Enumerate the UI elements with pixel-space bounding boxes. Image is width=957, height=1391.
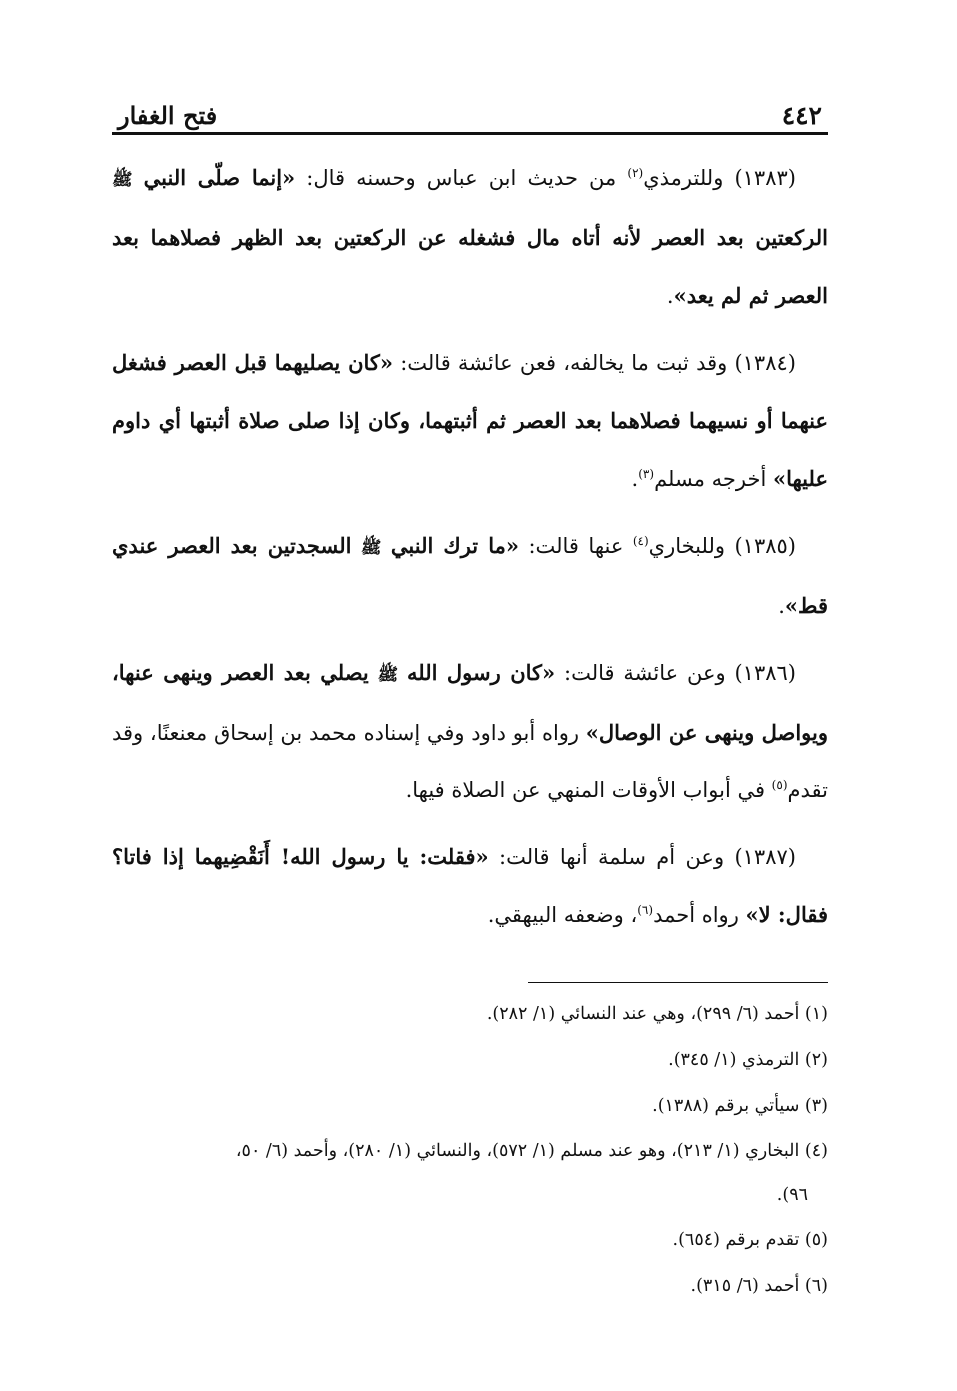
footnote-2: (٢) الترمذي (١/ ٣٤٥). — [668, 1050, 828, 1070]
running-title: فتح الغفار — [118, 101, 218, 130]
footnote-ref: (٢) — [627, 166, 644, 180]
footnote-4-text: (٤) البخاري (١/ ٢١٣)، وهو عند مسلم (١/ ٥٧٢)، والنسائي (١/ ٢٨٠)، وأحمد (٦/ ٥٠، — [235, 1141, 828, 1161]
source-intro: وللترمذي — [643, 166, 724, 190]
lead-text: عنها قالت: — [519, 534, 633, 558]
hadith-quote: «كان رسول الله — [407, 660, 556, 685]
main-text — [112, 149, 828, 944]
lead-text: من حديث ابن عباس وحسنه قال: — [295, 166, 617, 190]
hadith-number: (١٣٨٧) — [734, 845, 796, 869]
hadith-quote-continued: الركعتين بعد العصر لأنه أتاه مال فشغله عن الركعتين بعد الظهر فصلاهما بعد العصر ثم لم يعد» — [112, 225, 828, 308]
hadith-quote: «إنما صلّى النبي — [143, 165, 296, 190]
footnote-6: (٦) أحمد (٦/ ٣١٥). — [690, 1276, 828, 1296]
tail-text: رواه أبو داود وفي إسناده محمد بن إسحاق معنعنًا، وقد تقدم — [112, 721, 828, 802]
salutation-glyph: ﷺ — [360, 538, 382, 558]
hadith-quote-continued: يصلي بعد العصر وينهى عنها، ويواصل وينهى عن الوصال» — [112, 660, 828, 745]
footnote-ref: (٥) — [771, 778, 788, 792]
footnote-ref: (٤) — [632, 534, 649, 548]
footnote-ref: (٣) — [638, 467, 655, 481]
tail-text: أخرجه مسلم — [654, 467, 773, 491]
hadith-1383 — [112, 149, 828, 325]
hadith-number: (١٣٨٣) — [734, 166, 796, 190]
salutation-glyph: ﷺ — [377, 665, 399, 685]
tail-text: . — [666, 284, 674, 308]
lead-text: وقد ثبت ما يخالفه، فعن عائشة قالت: — [393, 351, 728, 375]
hadith-1387 — [112, 828, 828, 944]
page-number: ٤٤٢ — [781, 101, 822, 130]
end-text: . — [631, 467, 639, 491]
lead-text: وعن أم سلمة أنها قالت: — [488, 845, 725, 869]
hadith-quote: «كان يصليهما قبل العصر فشغل عنهما أو نسيهما فصلاهما بعد العصر ثم أثبتهما، وكان إذا صلى صلاة أثبتها أي داوم عليها» — [112, 350, 828, 491]
page-header — [112, 88, 828, 135]
hadith-quote: «ما ترك النبي — [390, 533, 519, 558]
hadith-number: (١٣٨٤) — [734, 351, 796, 375]
hadith-1384 — [112, 334, 828, 508]
footnote-3: (٣) سيأتي برقم (١٣٨٨). — [652, 1096, 828, 1116]
footnotes — [112, 991, 828, 1309]
tail-text: . — [778, 594, 785, 618]
hadith-number: (١٣٨٥) — [734, 534, 796, 558]
footnote-ref: (٦) — [637, 903, 654, 917]
source-intro: وللبخاري — [648, 534, 726, 558]
footnote-1: (١) أحمد (٦/ ٢٩٩)، وهي عند النسائي (١/ ٢٨٢). — [486, 1004, 828, 1024]
end-text: في أبواب الأوقات المنهي عن الصلاة فيها. — [405, 778, 772, 802]
hadith-quote: «فقلت: يا رسول الله! أَنَقْضِيهما إذا فاتا؟ فقال: لا» — [112, 844, 828, 927]
salutation-glyph: ﷺ — [112, 170, 133, 190]
tail-text: رواه أحمد — [653, 903, 746, 927]
footnote-5: (٥) تقدم برقم (٦٥٤). — [672, 1230, 828, 1250]
hadith-1386 — [112, 644, 828, 819]
footnote-divider — [528, 982, 828, 983]
hadith-number: (١٣٨٦) — [734, 661, 796, 685]
footnote-4-continuation: ٩٦). — [776, 1185, 808, 1205]
hadith-1385 — [112, 517, 828, 635]
lead-text: وعن عائشة قالت: — [555, 661, 726, 685]
page — [112, 88, 828, 1309]
end-text: ، وضعفه البيهقي. — [487, 903, 638, 927]
hadith-quote-continued: السجدتين بعد العصر عندي قط» — [112, 533, 828, 618]
footnote-4 — [112, 1129, 828, 1217]
